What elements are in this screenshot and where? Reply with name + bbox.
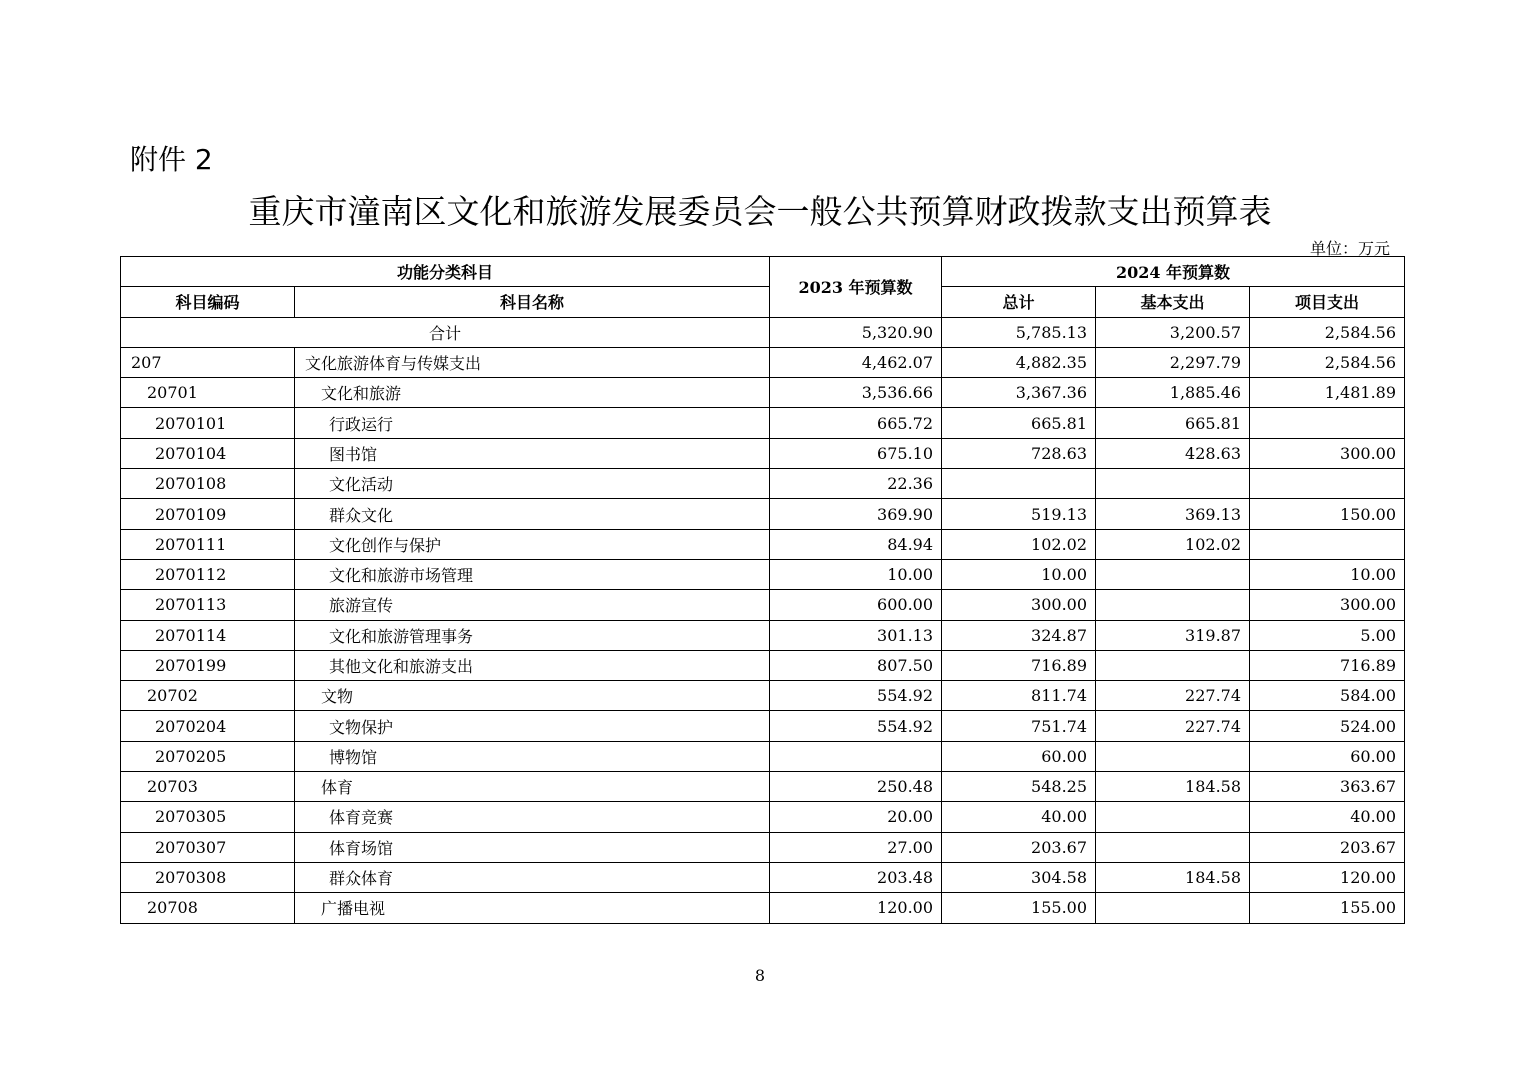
cell-project: 203.67 bbox=[1250, 832, 1405, 862]
cell-code: 2070104 bbox=[121, 438, 295, 468]
cell-code: 20702 bbox=[121, 681, 295, 711]
cell-2023: 4,462.07 bbox=[770, 347, 942, 377]
header-total: 总计 bbox=[942, 287, 1096, 317]
cell-code: 2070204 bbox=[121, 711, 295, 741]
table-row bbox=[121, 893, 1405, 923]
cell-total: 665.81 bbox=[942, 408, 1096, 438]
cell-basic: 227.74 bbox=[1096, 681, 1250, 711]
cell-code: 2070113 bbox=[121, 590, 295, 620]
cell-code: 20701 bbox=[121, 378, 295, 408]
table-row bbox=[121, 650, 1405, 680]
table-row bbox=[121, 529, 1405, 559]
cell-total: 4,882.35 bbox=[942, 347, 1096, 377]
cell-name: 图书馆 bbox=[295, 438, 770, 468]
cell-name: 文物保护 bbox=[295, 711, 770, 741]
cell-name: 群众体育 bbox=[295, 862, 770, 892]
cell-code: 2070308 bbox=[121, 862, 295, 892]
cell-basic bbox=[1096, 741, 1250, 771]
cell-code: 20708 bbox=[121, 893, 295, 923]
cell-code: 20703 bbox=[121, 772, 295, 802]
cell-project bbox=[1250, 408, 1405, 438]
cell-basic: 369.13 bbox=[1096, 499, 1250, 529]
cell-name: 文化和旅游 bbox=[295, 378, 770, 408]
unit-label: 单位：万元 bbox=[1309, 239, 1390, 258]
cell-total: 716.89 bbox=[942, 650, 1096, 680]
cell-total: 304.58 bbox=[942, 862, 1096, 892]
total-label: 合计 bbox=[121, 317, 770, 347]
table-row bbox=[121, 590, 1405, 620]
table-header bbox=[121, 257, 1405, 318]
table-row bbox=[121, 741, 1405, 771]
table-row bbox=[121, 378, 1405, 408]
cell-project: 5.00 bbox=[1250, 620, 1405, 650]
cell-name: 文化旅游体育与传媒支出 bbox=[295, 347, 770, 377]
cell-code: 2070307 bbox=[121, 832, 295, 862]
cell-basic: 184.58 bbox=[1096, 862, 1250, 892]
cell-basic bbox=[1096, 893, 1250, 923]
cell-total: 203.67 bbox=[942, 832, 1096, 862]
table-row bbox=[121, 408, 1405, 438]
cell-project: 363.67 bbox=[1250, 772, 1405, 802]
cell-project: 716.89 bbox=[1250, 650, 1405, 680]
cell-project: 1,481.89 bbox=[1250, 378, 1405, 408]
cell-2023: 554.92 bbox=[770, 711, 942, 741]
cell-2023: 665.72 bbox=[770, 408, 942, 438]
table-row bbox=[121, 499, 1405, 529]
cell-total: 751.74 bbox=[942, 711, 1096, 741]
table-row bbox=[121, 438, 1405, 468]
table-body bbox=[121, 317, 1405, 923]
cell-total: 10.00 bbox=[942, 559, 1096, 589]
cell-basic bbox=[1096, 590, 1250, 620]
total-2023: 5,320.90 bbox=[770, 317, 942, 347]
attachment-label: 附件 2 bbox=[130, 143, 213, 176]
cell-2023: 250.48 bbox=[770, 772, 942, 802]
header-2023: 2023 年预算数 bbox=[770, 257, 942, 318]
cell-project bbox=[1250, 529, 1405, 559]
cell-total: 102.02 bbox=[942, 529, 1096, 559]
cell-code: 2070112 bbox=[121, 559, 295, 589]
cell-basic bbox=[1096, 802, 1250, 832]
cell-project: 150.00 bbox=[1250, 499, 1405, 529]
cell-basic bbox=[1096, 559, 1250, 589]
cell-code: 2070111 bbox=[121, 529, 295, 559]
cell-2023: 369.90 bbox=[770, 499, 942, 529]
cell-2023: 10.00 bbox=[770, 559, 942, 589]
cell-basic bbox=[1096, 469, 1250, 499]
cell-project: 60.00 bbox=[1250, 741, 1405, 771]
cell-project: 524.00 bbox=[1250, 711, 1405, 741]
total-row bbox=[121, 317, 1405, 347]
cell-name: 体育 bbox=[295, 772, 770, 802]
cell-name: 行政运行 bbox=[295, 408, 770, 438]
cell-code: 2070101 bbox=[121, 408, 295, 438]
total-project: 2,584.56 bbox=[1250, 317, 1405, 347]
cell-basic: 2,297.79 bbox=[1096, 347, 1250, 377]
cell-2023: 600.00 bbox=[770, 590, 942, 620]
cell-2023 bbox=[770, 741, 942, 771]
cell-project: 300.00 bbox=[1250, 590, 1405, 620]
cell-code: 207 bbox=[121, 347, 295, 377]
cell-total: 60.00 bbox=[942, 741, 1096, 771]
header-name: 科目名称 bbox=[295, 287, 770, 317]
cell-name: 文物 bbox=[295, 681, 770, 711]
table-row bbox=[121, 347, 1405, 377]
table-row bbox=[121, 711, 1405, 741]
cell-total: 40.00 bbox=[942, 802, 1096, 832]
cell-name: 文化创作与保护 bbox=[295, 529, 770, 559]
cell-name: 文化活动 bbox=[295, 469, 770, 499]
cell-basic: 319.87 bbox=[1096, 620, 1250, 650]
cell-basic: 665.81 bbox=[1096, 408, 1250, 438]
cell-total: 728.63 bbox=[942, 438, 1096, 468]
page-number: 8 bbox=[754, 966, 766, 985]
cell-project: 2,584.56 bbox=[1250, 347, 1405, 377]
table-row bbox=[121, 469, 1405, 499]
cell-code: 2070305 bbox=[121, 802, 295, 832]
cell-2023: 120.00 bbox=[770, 893, 942, 923]
cell-total bbox=[942, 469, 1096, 499]
cell-project: 120.00 bbox=[1250, 862, 1405, 892]
cell-basic: 102.02 bbox=[1096, 529, 1250, 559]
cell-2023: 675.10 bbox=[770, 438, 942, 468]
table-row bbox=[121, 681, 1405, 711]
cell-project bbox=[1250, 469, 1405, 499]
cell-2023: 3,536.66 bbox=[770, 378, 942, 408]
cell-total: 155.00 bbox=[942, 893, 1096, 923]
cell-name: 体育竞赛 bbox=[295, 802, 770, 832]
table-row bbox=[121, 832, 1405, 862]
table-row bbox=[121, 772, 1405, 802]
cell-basic: 227.74 bbox=[1096, 711, 1250, 741]
cell-total: 300.00 bbox=[942, 590, 1096, 620]
table-row bbox=[121, 862, 1405, 892]
cell-name: 广播电视 bbox=[295, 893, 770, 923]
cell-code: 2070108 bbox=[121, 469, 295, 499]
cell-2023: 554.92 bbox=[770, 681, 942, 711]
cell-total: 519.13 bbox=[942, 499, 1096, 529]
cell-code: 2070109 bbox=[121, 499, 295, 529]
cell-name: 群众文化 bbox=[295, 499, 770, 529]
cell-name: 博物馆 bbox=[295, 741, 770, 771]
cell-2023: 807.50 bbox=[770, 650, 942, 680]
budget-table bbox=[120, 256, 1405, 924]
cell-2023: 84.94 bbox=[770, 529, 942, 559]
cell-basic: 184.58 bbox=[1096, 772, 1250, 802]
cell-basic: 428.63 bbox=[1096, 438, 1250, 468]
cell-project: 155.00 bbox=[1250, 893, 1405, 923]
cell-2023: 203.48 bbox=[770, 862, 942, 892]
cell-basic: 1,885.46 bbox=[1096, 378, 1250, 408]
cell-total: 3,367.36 bbox=[942, 378, 1096, 408]
header-project: 项目支出 bbox=[1250, 287, 1405, 317]
total-total: 5,785.13 bbox=[942, 317, 1096, 347]
header-2024-group: 2024 年预算数 bbox=[942, 257, 1405, 287]
header-code: 科目编码 bbox=[121, 287, 295, 317]
cell-project: 40.00 bbox=[1250, 802, 1405, 832]
cell-2023: 20.00 bbox=[770, 802, 942, 832]
cell-total: 324.87 bbox=[942, 620, 1096, 650]
cell-name: 其他文化和旅游支出 bbox=[295, 650, 770, 680]
cell-name: 文化和旅游管理事务 bbox=[295, 620, 770, 650]
cell-2023: 27.00 bbox=[770, 832, 942, 862]
table-row bbox=[121, 559, 1405, 589]
cell-total: 548.25 bbox=[942, 772, 1096, 802]
cell-code: 2070205 bbox=[121, 741, 295, 771]
cell-basic bbox=[1096, 650, 1250, 680]
cell-name: 文化和旅游市场管理 bbox=[295, 559, 770, 589]
cell-basic bbox=[1096, 832, 1250, 862]
table-row bbox=[121, 620, 1405, 650]
cell-name: 旅游宣传 bbox=[295, 590, 770, 620]
header-function-group: 功能分类科目 bbox=[121, 257, 770, 287]
cell-project: 10.00 bbox=[1250, 559, 1405, 589]
cell-code: 2070199 bbox=[121, 650, 295, 680]
cell-2023: 301.13 bbox=[770, 620, 942, 650]
total-basic: 3,200.57 bbox=[1096, 317, 1250, 347]
cell-code: 2070114 bbox=[121, 620, 295, 650]
cell-2023: 22.36 bbox=[770, 469, 942, 499]
cell-project: 300.00 bbox=[1250, 438, 1405, 468]
table-row bbox=[121, 802, 1405, 832]
page-title: 重庆市潼南区文化和旅游发展委员会一般公共预算财政拨款支出预算表 bbox=[248, 192, 1272, 231]
cell-project: 584.00 bbox=[1250, 681, 1405, 711]
cell-name: 体育场馆 bbox=[295, 832, 770, 862]
cell-total: 811.74 bbox=[942, 681, 1096, 711]
header-basic: 基本支出 bbox=[1096, 287, 1250, 317]
